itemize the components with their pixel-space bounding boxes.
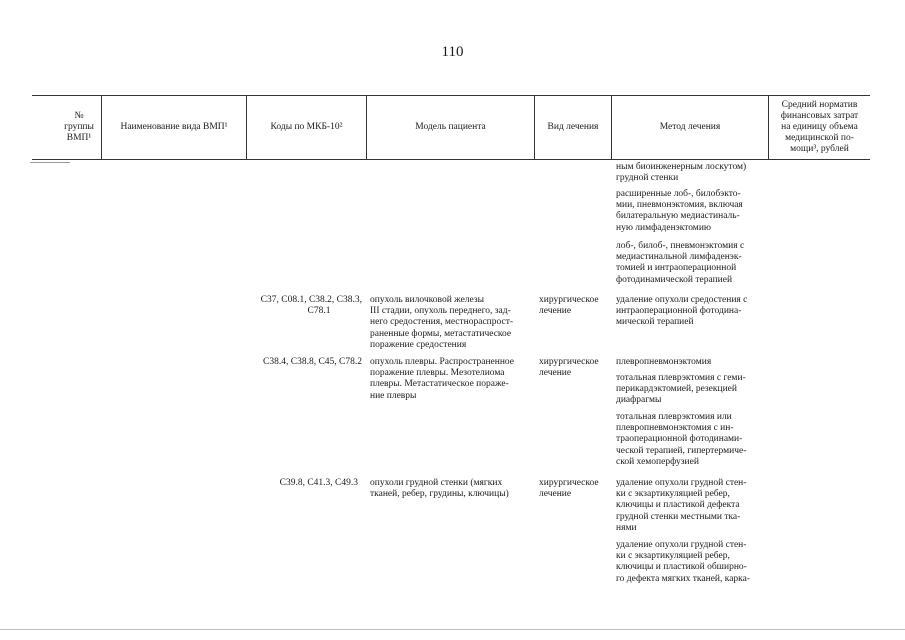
icd-codes-cell: C37, C08.1, C38.2, C38.3, C78.1 xyxy=(260,295,362,317)
patient-model-cell: опухоли грудной стенки (мягких тканей, ребер, грудины, ключицы) xyxy=(370,478,509,500)
header-group-number: № группы ВМП¹ xyxy=(64,111,94,143)
icd-codes-cell: C39.8, C41.3, C49.3 xyxy=(279,478,358,488)
method-block: тотальная плеврэктомия или плевропневмонэктомия с ин- траоперационной фотодинами- ческой терапией, гипертермиче- ской хемоперфузией xyxy=(616,412,747,467)
treatment-type-cell: хирургическое лечение xyxy=(539,357,599,379)
method-block: лоб-, билоб-, пневмонэктомия с медиастинальной лимфаденэк- томией и интраоперационной фотодинамической терапией xyxy=(616,241,745,285)
header-treatment-method: Метод лечения xyxy=(659,122,721,132)
table-header-bottom-border xyxy=(32,159,870,160)
treatment-type-cell: хирургическое лечение xyxy=(539,478,599,500)
treatment-type-cell: хирургическое лечение xyxy=(539,295,599,317)
page-number: 110 xyxy=(441,44,464,60)
method-block: ным биоинженерным лоскутом) грудной стенки xyxy=(616,162,747,184)
method-block: удаление опухоли средостения с интраоперационной фотодина- мической терапией xyxy=(616,295,748,328)
header-icd-codes: Коды по МКБ-10² xyxy=(270,122,343,132)
method-block: тотальная плеврэктомия с геми- перикардэктомией, резекцией диафрагмы xyxy=(616,373,746,406)
icd-codes-cell: C38.4, C38.8, C45, C78.2 xyxy=(263,357,362,367)
method-block: расширенные лоб-, билобэкто- мии, пневмонэктомия, включая билатеральную медиастиналь- ную лимфаденэктомию xyxy=(616,189,743,233)
method-block: удаление опухоли грудной стен- ки с экзартикуляцией ребер, ключицы и пластикой обширно- го дефекта мягких тканей, карка- xyxy=(616,540,751,584)
scan-edge-line xyxy=(0,629,905,630)
patient-model-cell: опухоль плевры. Распространенное поражение плевры. Мезотелиома плевры. Метастатическое пораже- ние плевры xyxy=(370,357,514,401)
header-patient-model: Модель пациента xyxy=(415,122,486,132)
header-average-cost: Средний норматив финансовых затрат на единицу объема медицинской по- мощи³, рублей xyxy=(780,100,859,154)
method-block: плевропневмонэктомия xyxy=(616,357,712,367)
method-block: удаление опухоли грудной стен- ки с экзартикуляцией ребер, ключицы и пластикой дефекта грудной стенки местными тка- нями xyxy=(616,478,747,533)
header-treatment-type: Вид лечения xyxy=(547,122,599,132)
header-vmp-name: Наименование вида ВМП¹ xyxy=(120,122,228,132)
scan-mark xyxy=(30,162,70,163)
patient-model-cell: опухоль вилочковой железы III стадии, опухоль переднего, зад- него средостения, местнораспрост- раненные формы, метастатическое поражение средостения xyxy=(370,295,514,350)
